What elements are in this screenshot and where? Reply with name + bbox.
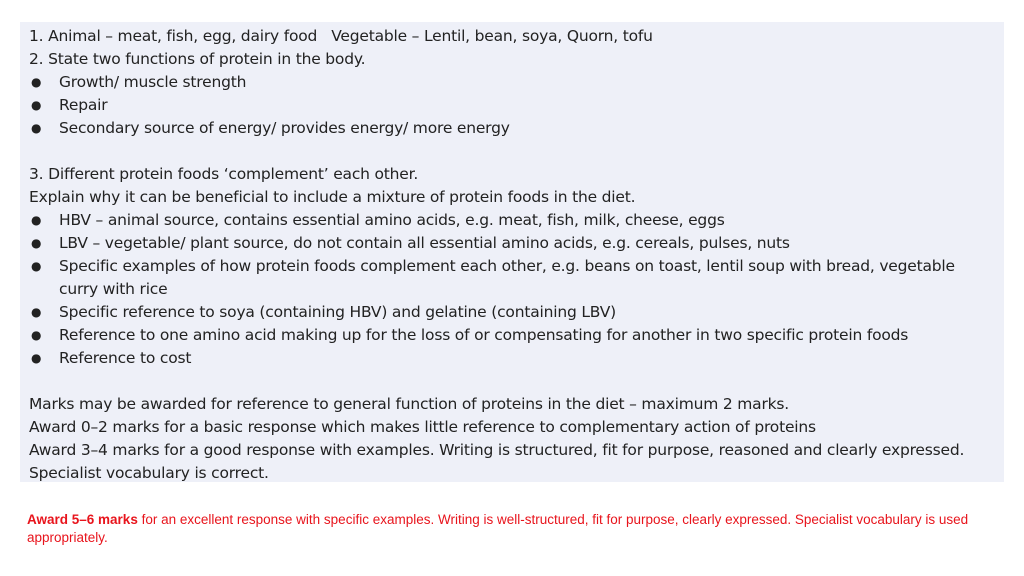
q3-bullet-examples xyxy=(29,255,995,301)
bullet-icon: ● xyxy=(31,75,42,89)
question-2: 2. State two functions of protein in the body. xyxy=(29,50,366,68)
bullet-text: Specific examples of how protein foods complement each other, e.g. beans on toast, lentil soup with bread, vegetable curry with rice xyxy=(59,257,955,298)
q2-bullet-growth xyxy=(29,71,995,94)
question-3-line-1: 3. Different protein foods ‘complement’ each other. xyxy=(29,165,419,183)
marking-line-3: Award 3–4 marks for a good response with examples. Writing is structured, fit for purpose, reasoned and clearly expressed. xyxy=(29,441,965,459)
bullet-text: LBV – vegetable/ plant source, do not contain all essential amino acids, e.g. cereals, pulses, nuts xyxy=(59,234,790,252)
answer-1-animal: 1. Animal – meat, fish, egg, dairy food xyxy=(29,27,318,45)
marking-line-1: Marks may be awarded for reference to general function of proteins in the diet – maximum 2 marks. xyxy=(29,395,789,413)
footer-award-bold: Award 5–6 marks xyxy=(27,512,138,527)
bullet-icon: ● xyxy=(31,98,42,112)
spacer xyxy=(29,370,995,393)
q3-bullet-soya xyxy=(29,301,995,324)
bullet-icon: ● xyxy=(31,121,42,135)
question-3-line-2: Explain why it can be beneficial to include a mixture of protein foods in the diet. xyxy=(29,188,636,206)
answer-1-vegetable: Vegetable – Lentil, bean, soya, Quorn, tofu xyxy=(331,27,653,45)
bullet-text: Repair xyxy=(59,96,108,114)
mark-scheme-content xyxy=(29,25,995,485)
bullet-icon: ● xyxy=(31,328,42,342)
bullet-text: Reference to one amino acid making up for the loss of or compensating for another in two specific protein foods xyxy=(59,326,909,344)
bullet-icon: ● xyxy=(31,305,42,319)
bullet-icon: ● xyxy=(31,351,42,365)
bullet-icon: ● xyxy=(31,213,42,227)
marking-line-2: Award 0–2 marks for a basic response which makes little reference to complementary action of proteins xyxy=(29,418,816,436)
footer-award-note xyxy=(27,511,987,547)
q3-bullet-hbv xyxy=(29,209,995,232)
q3-bullet-lbv xyxy=(29,232,995,255)
q2-bullet-energy xyxy=(29,117,995,140)
mark-scheme-panel xyxy=(20,22,1004,482)
bullet-text: Specific reference to soya (containing HBV) and gelatine (containing LBV) xyxy=(59,303,616,321)
answer-1-line xyxy=(29,25,995,48)
marking-line-4: Specialist vocabulary is correct. xyxy=(29,464,269,482)
bullet-icon: ● xyxy=(31,236,42,250)
spacer xyxy=(29,140,995,163)
q2-bullet-repair xyxy=(29,94,995,117)
bullet-text: HBV – animal source, contains essential amino acids, e.g. meat, fish, milk, cheese, eggs xyxy=(59,211,725,229)
bullet-icon: ● xyxy=(31,259,42,273)
q3-bullet-amino-acid xyxy=(29,324,995,347)
bullet-text: Growth/ muscle strength xyxy=(59,73,247,91)
bullet-text: Reference to cost xyxy=(59,349,192,367)
bullet-text: Secondary source of energy/ provides energy/ more energy xyxy=(59,119,510,137)
q3-bullet-cost xyxy=(29,347,995,370)
footer-award-text: for an excellent response with specific examples. Writing is well-structured, fit for purpose, clearly expressed. Specialist vocabulary is used appropriately. xyxy=(27,512,969,545)
